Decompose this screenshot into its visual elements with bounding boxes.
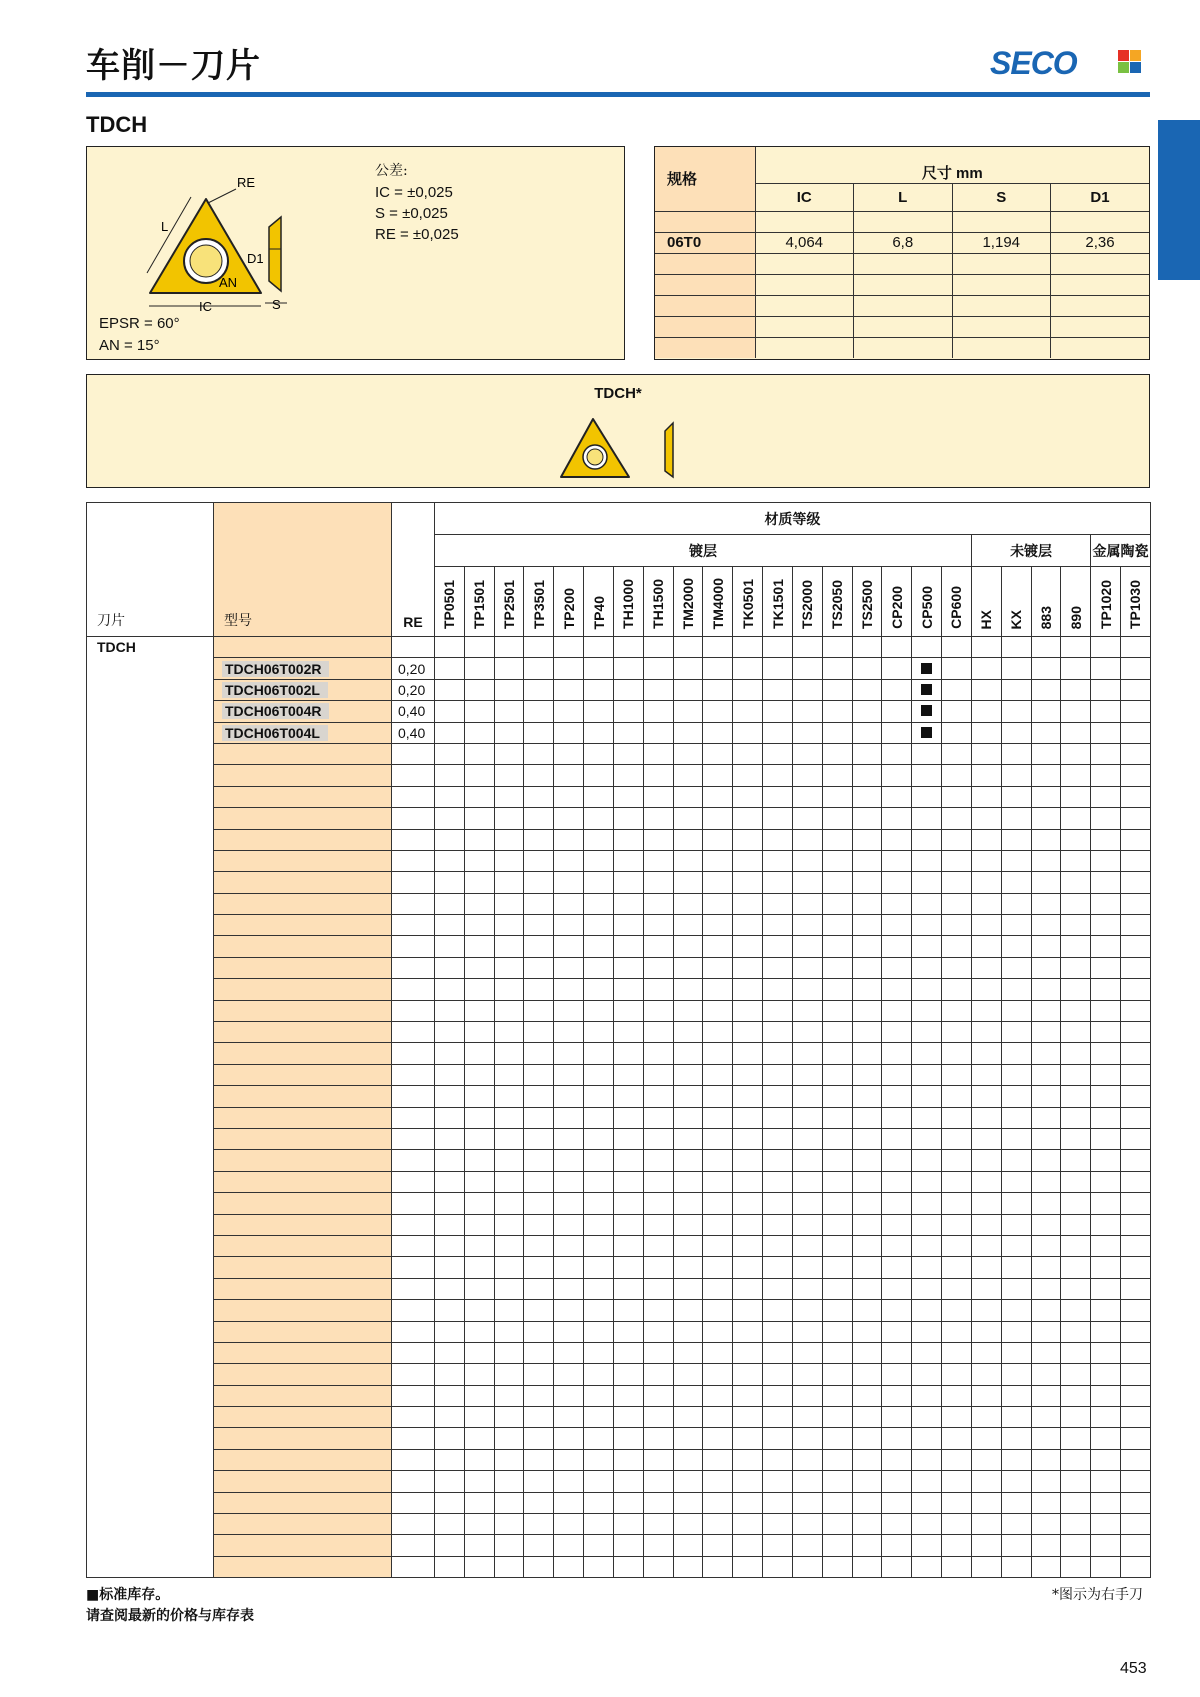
grade-table-container [86,502,1150,1578]
dim-col-s: S [952,183,1051,211]
table-row [87,850,1151,871]
table-row [87,1492,1151,1513]
table-row [87,679,1151,700]
preview-box [86,374,1150,488]
grade-label: 883 [1037,605,1054,629]
table-row [87,1471,1151,1492]
angle-block [99,313,180,357]
grade-label: TK0501 [739,579,756,629]
grade-label: TP1020 [1097,579,1114,629]
grade-label: CP200 [888,586,905,629]
dim-s-value: 1,194 [952,232,1051,253]
insert-code: TDCH06T002R [222,661,329,677]
insert-family: TDCH [87,637,214,658]
price-note: 请查阅最新的价格与库存表 [86,1608,254,1624]
grade-group-header: 材质等级 [435,503,1151,535]
footer-notes [86,1585,254,1627]
table-row [87,1428,1151,1449]
logo-square-blue [1130,62,1141,73]
table-row [87,1514,1151,1535]
page-title: 车削－刀片 [86,46,261,86]
table-row [87,1407,1151,1428]
table-row [87,1257,1151,1278]
re-value: 0,20 [392,679,435,700]
grade-subgroup-header: 镀层 [435,535,972,567]
table-row [87,829,1151,850]
table-row [87,1064,1151,1085]
grade-label: CP500 [918,586,935,629]
grade-label: TS2500 [859,579,875,629]
table-row [87,1214,1151,1235]
dim-l-value: 6,8 [854,232,953,253]
dim-d1-value: 2,36 [1051,232,1150,253]
diagram-label-l: L [161,219,169,234]
dim-col-d1: D1 [1051,183,1150,211]
dim-row [655,232,1149,253]
table-row [87,1385,1151,1406]
grade-label: TP3501 [530,579,547,629]
grade-label: KX [1008,609,1025,629]
an-value: AN = 15° [99,337,160,354]
col-header-model: 型号 [214,503,392,637]
table-row [87,1128,1151,1149]
table-row [87,1556,1151,1577]
table-row [87,1235,1151,1256]
table-row [87,979,1151,1000]
diagram-label-s: S [272,297,281,312]
col-header-re: RE [392,503,435,637]
insert-geometry-diagram [91,161,391,321]
dimensions-table [655,147,1149,358]
grade-label: TS2000 [799,579,816,629]
seco-logo [990,46,1150,80]
table-row [87,1107,1151,1128]
grade-label: TS2050 [829,579,846,629]
grade-label: TP1501 [471,579,488,629]
table-row [87,1043,1151,1064]
stock-mark [921,663,932,674]
table-row [87,1278,1151,1299]
table-row [87,1150,1151,1171]
table-row [87,1449,1151,1470]
tolerance-ic: IC = ±0,025 [375,184,453,201]
diagram-label-re: RE [237,175,256,190]
table-row [87,658,1151,679]
table-row [87,957,1151,978]
tolerance-re: RE = ±0,025 [375,226,459,243]
insert-code: TDCH06T004R [222,703,329,719]
table-row [87,765,1151,786]
spec-header: 规格 [655,147,755,211]
grade-label: TP0501 [441,579,458,629]
dimensions-group-header: 尺寸 mm [755,147,1149,183]
epsr-value: EPSR = 60° [99,315,180,332]
insert-code: TDCH06T002L [222,682,328,698]
grade-label: HX [978,609,995,629]
re-value: 0,40 [392,701,435,722]
table-row [87,701,1151,722]
dim-spec: 06T0 [655,232,755,253]
preview-label: TDCH* [594,385,642,402]
grade-subgroup-header: 未镀层 [971,535,1090,567]
grade-subgroup-header: 金属陶瓷 [1091,535,1151,567]
dimensions-box [654,146,1150,360]
grade-label: TM2000 [680,577,697,629]
side-tab [1158,120,1200,280]
re-value: 0,20 [392,658,435,679]
table-row [87,1342,1151,1363]
insert-preview-image [557,411,697,483]
grade-label: CP600 [948,586,965,629]
logo-square-red [1118,50,1129,61]
diagram-label-d1: D1 [247,251,264,266]
insert-code: TDCH06T004L [222,725,328,741]
table-row [87,872,1151,893]
table-row [87,1193,1151,1214]
grade-label: TP200 [560,587,577,629]
table-row [87,893,1151,914]
page-number: 453 [1120,1660,1147,1677]
table-row [87,1000,1151,1021]
grade-label: TH1500 [650,579,667,629]
right-hand-note: *图示为右手刀 [1052,1587,1143,1603]
re-value: 0,40 [392,722,435,743]
dim-col-ic: IC [755,183,854,211]
table-row [87,1086,1151,1107]
table-row [87,1022,1151,1043]
table-row [87,1364,1151,1385]
table-row [87,722,1151,743]
table-row [87,1300,1151,1321]
table-row [87,1171,1151,1192]
table-row [87,786,1151,807]
table-row [87,915,1151,936]
table-row [87,743,1151,764]
grade-label: TP2501 [501,579,518,629]
table-row [87,936,1151,957]
tolerance-s: S = ±0,025 [375,205,448,222]
title-rule [86,92,1150,97]
grade-label: TP40 [590,595,607,629]
logo-square-orange [1130,50,1141,61]
col-header-insert: 刀片 [87,503,214,637]
grade-label: TK1501 [769,579,786,629]
insert-type-title: TDCH [86,112,148,137]
grade-label: TM4000 [709,577,726,629]
dim-col-l: L [854,183,953,211]
tolerance-label: 公差: [375,163,408,179]
logo-square-green [1118,62,1129,73]
tolerance-block [375,161,459,245]
stock-mark [921,705,932,716]
grade-label: TP1030 [1127,579,1144,629]
insert-info-box [86,146,625,360]
table-row [87,637,1151,658]
grade-label: TH1000 [620,579,637,629]
stock-mark [921,684,932,695]
logo-text: SECO [990,45,1077,81]
grade-table [86,502,1151,1578]
diagram-label-an: AN [219,275,238,290]
table-row [87,1535,1151,1556]
table-row [87,808,1151,829]
grade-label: 890 [1067,605,1084,629]
stock-mark [921,727,932,738]
stock-legend: ■标准库存。 [86,1587,170,1603]
dim-ic-value: 4,064 [755,232,854,253]
diagram-label-ic: IC [199,299,212,314]
table-row [87,1321,1151,1342]
